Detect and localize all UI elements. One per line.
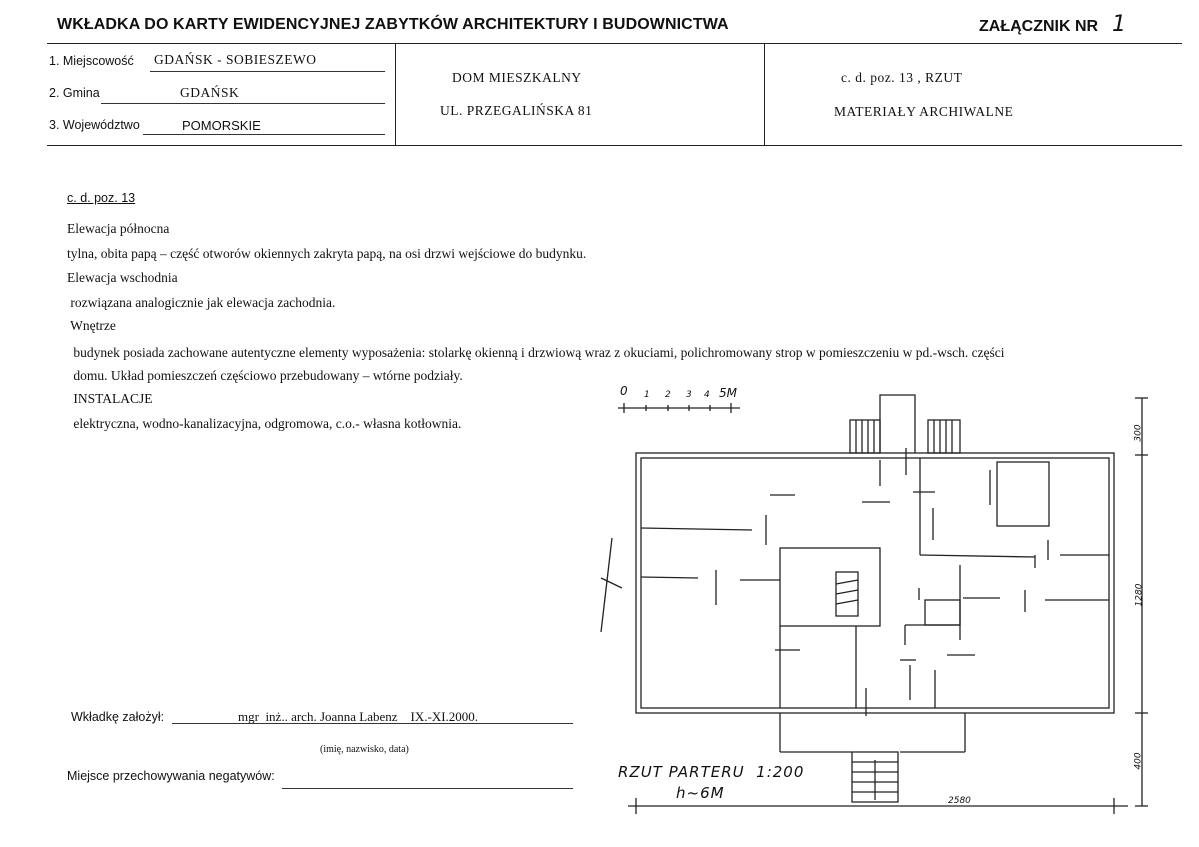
attachment-number: 1 [1112,12,1126,37]
voivodeship-value: POMORSKIE [182,118,261,133]
dimension-depth: 1280 [1134,583,1145,607]
place-label: 1. Miejscowość [49,54,134,68]
attachment-label: ZAŁĄCZNIK NR [979,18,1099,35]
text-line: Wnętrze [67,318,116,333]
dimension-width: 2580 [948,796,971,806]
author-caption: (imię, nazwisko, data) [320,744,409,755]
voivodeship-label: 3. Województwo [49,118,140,132]
scale-tick-1: 1 [644,390,650,400]
dimension-bottom: 400 [1133,752,1144,770]
top-stairs [850,420,880,453]
commune-value: GDAŃSK [180,85,240,100]
scale-tick-4: 4 [704,390,710,400]
reference-category: MATERIAŁY ARCHIWALNE [834,104,1014,119]
object-address: UL. PRZEGALIŃSKA 81 [440,103,593,118]
scale-tick-3: 3 [686,390,692,400]
text-line: rozwiązana analogicznie jak elewacja zachodnia. [67,295,336,310]
text-line: budynek posiada zachowane autentyczne elementy wyposażenia: stolarkę okienną i drzwiową wraz z okuciami, polichromowany strop w pomieszczeniu w pd.-wsch. części [70,345,1005,360]
inner-room [780,548,880,626]
scale-tick-0: 0 [620,384,628,398]
text-line: tylna, obita papą – część otworów okiennych zakryta papą, na osi drzwi wejściowe do budynku. [67,246,587,261]
form-title: WKŁADKA DO KARTY EWIDENCYJNEJ ZABYTKÓW ARCHITEKTURY I BUDOWNICTWA [57,16,729,33]
text-line: INSTALACJE [70,391,153,406]
object-name: DOM MIESZKALNY [452,70,582,85]
place-value: GDAŃSK - SOBIESZEWO [154,52,317,67]
plan-title: RZUT PARTERU 1:200 [618,763,805,781]
dimension-top: 300 [1133,424,1144,442]
scale-tick-2: 2 [665,390,671,400]
outer-wall [636,453,1114,713]
north-arrow [601,538,612,632]
text-line: Elewacja wschodnia [67,270,178,285]
negatives-label: Miejsce przechowywania negatywów: [67,769,275,783]
reference-position: c. d. poz. 13 , RZUT [841,70,963,85]
text-line: elektryczna, wodno-kanalizacyjna, odgromowa, c.o.- własna kotłownia. [70,416,462,431]
text-line: domu. Układ pomieszczeń częściowo przebudowany – wtórne podziały. [70,368,463,383]
author-label: Wkładkę założył: [71,710,165,724]
plan-height: h~6M [676,784,725,802]
commune-label: 2. Gmina [49,86,100,100]
text-line: Elewacja północna [67,221,170,236]
scale-tick-5m: 5M [719,386,737,400]
content-heading: c. d. poz. 13 [67,191,136,205]
author-value: mgr inż.. arch. Joanna Labenz IX.-XI.2000. [238,709,479,724]
